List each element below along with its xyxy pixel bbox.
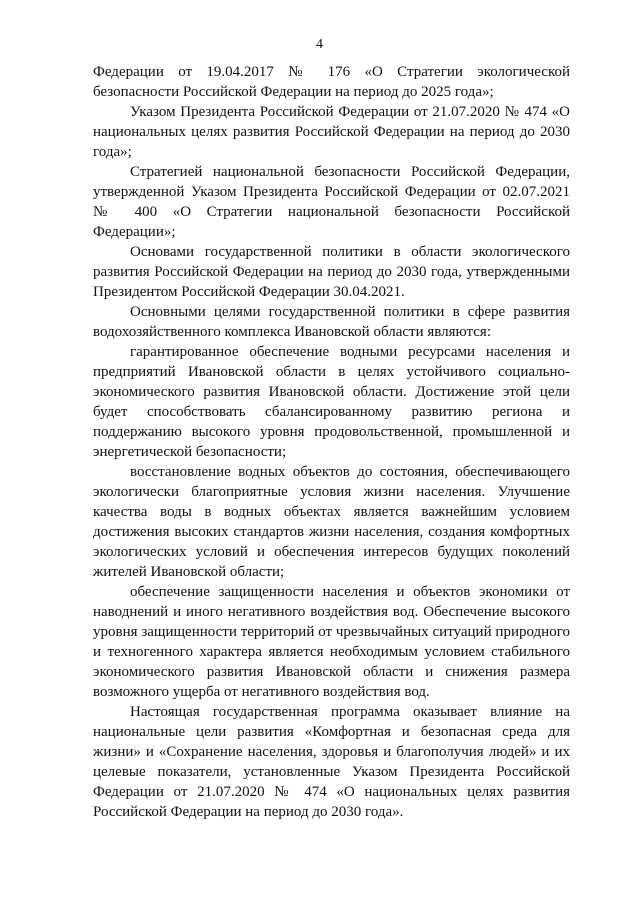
paragraph-goal-flood-protection: обеспечение защищенности населения и объектов экономики от наводнений и иного негативного воздействия вод. Обеспечение высокого уровня защищенности территорий от чрезвычайных ситуаций природного и техногенного характера является необходимым условием стабильного экономического развития Ивановской области и снижения размера возможного ущерба от негативного воздействия вод. xyxy=(93,584,570,700)
paragraph-main-goals-intro: Основными целями государственной политики в сфере развития водохозяйственного комплекса Ивановской области являются: xyxy=(93,304,570,340)
document-body xyxy=(93,62,570,822)
page-number: 4 xyxy=(316,37,323,52)
paragraph-decree-474: Указом Президента Российской Федерации от 21.07.2020 № 474 «О национальных целях развития Российской Федерации на период до 2030 года»; xyxy=(93,104,570,160)
paragraph-strategy-ecological-security: Федерации от 19.04.2017 № 176 «О Стратегии экологической безопасности Российской Федерации на период до 2025 года»; xyxy=(93,64,570,100)
paragraph-goal-water-restoration: восстановление водных объектов до состояния, обеспечивающего экологически благоприятные условия жизни населения. Улучшение качества воды в водных объектах является важнейшим условием достижения высоких стандартов жизни населения, создания комфортных экологических условий и обеспечения интересов будущих поколений жителей Ивановской области; xyxy=(93,464,570,580)
paragraph-ecological-policy-basics: Основами государственной политики в области экологического развития Российской Федерации на период до 2030 года, утвержденными Президентом Российской Федерации 30.04.2021. xyxy=(93,244,570,300)
paragraph-program-national-goals: Настоящая государственная программа оказывает влияние на национальные цели развития «Комфортная и безопасная среда для жизни» и «Сохранение населения, здоровья и благополучия людей» и их целевые показатели, установленные Указом Президента Российской Федерации от 21.07.2020 № 474 «О национальных целях развития Российской Федерации на период до 2030 года». xyxy=(93,704,570,820)
paragraph-national-security-strategy: Стратегией национальной безопасности Российской Федерации, утвержденной Указом Президента Российской Федерации от 02.07.2021 № 400 «О Стратегии национальной безопасности Российской Федерации»; xyxy=(93,164,570,240)
paragraph-goal-water-supply: гарантированное обеспечение водными ресурсами населения и предприятий Ивановской области в целях устойчивого социально-экономического развития Ивановской области. Достижение этой цели будет способствовать сбалансированному развитию региона и поддержанию высокого уровня продовольственной, промышленной и энергетической безопасности; xyxy=(93,344,570,460)
